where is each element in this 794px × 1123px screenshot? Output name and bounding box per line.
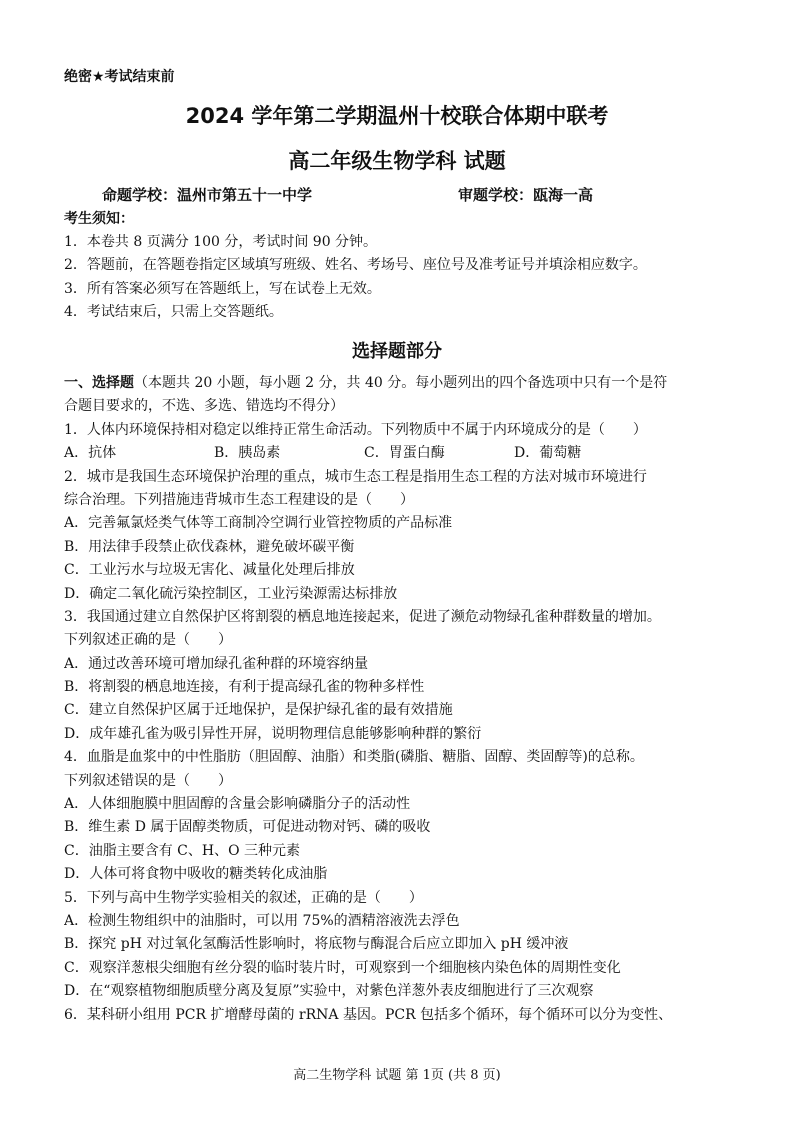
exam-subtitle: 高二年级生物学科 试题 — [288, 149, 506, 173]
option: D．葡萄糖 — [514, 445, 582, 462]
question-4-stem-cont: 下列叙述错误的是（ ） — [64, 772, 232, 789]
question-2-stem: 2．城市是我国生态环境保护治理的重点，城市生态工程是指用生态工程的方法对城市环境进行 — [64, 468, 647, 485]
option: C．建立自然保护区属于迁地保护，是保护绿孔雀的最有效措施 — [64, 702, 453, 719]
option: C．油脂主要含有 C、H、O 三种元素 — [64, 842, 301, 859]
notice-heading: 考生须知： — [64, 211, 134, 227]
question-list — [64, 372, 744, 1027]
part-label: 一、选择题 — [64, 375, 134, 391]
question-2-stem-cont: 综合治理。下列措施违背城市生态工程建设的是（ ） — [64, 491, 414, 508]
option: D．确定二氧化硫污染控制区，工业污染源需达标排放 — [64, 585, 398, 602]
option: D．成年雄孔雀为吸引异性开屏，说明物理信息能够影响种群的繁衍 — [64, 725, 482, 742]
reviewer-school: 审题学校：瓯海一高 — [458, 186, 594, 204]
question-3-stem: 3．我国通过建立自然保护区将割裂的栖息地连接起来，促进了濒危动物绿孔雀种群数量的增加。 — [64, 608, 661, 625]
notice-item: 2．答题前，在答题卷指定区域填写班级、姓名、考场号、座位号及准考证号并填涂相应数字。 — [64, 257, 647, 274]
option: B．将割裂的栖息地连接，有利于提高绿孔雀的物种多样性 — [64, 679, 425, 696]
option: C．胃蛋白酶 — [364, 445, 445, 462]
option: A．完善氟氯烃类气体等工商制冷空调行业管控物质的产品标准 — [64, 515, 453, 532]
option: D．在“观察植物细胞质壁分离及复原”实验中，对紫色洋葱外表皮细胞进行了三次观察 — [64, 983, 594, 1000]
page-footer: 高二生物学科 试题 第 1页 (共 8 页) — [293, 1068, 501, 1083]
option: A．人体细胞膜中胆固醇的含量会影响磷脂分子的活动性 — [64, 796, 411, 813]
setter-school: 命题学校：温州市第五十一中学 — [102, 186, 313, 204]
option: B．探究 pH 对过氧化氢酶活性影响时，将底物与酶混合后应立即加入 pH 缓冲液 — [64, 936, 569, 953]
option: B．维生素 D 属于固醇类物质，可促进动物对钙、磷的吸收 — [64, 819, 431, 836]
question-4-stem: 4．血脂是血浆中的中性脂肪（胆固醇、油脂）和类脂(磷脂、糖脂、固醇、类固醇等)的总称。 — [64, 749, 644, 766]
option: D．人体可将食物中吸收的糖类转化成油脂 — [64, 866, 328, 883]
question-1-options — [64, 442, 744, 465]
part-instructions — [64, 372, 744, 395]
question-3-stem-cont: 下列叙述正确的是（ ） — [64, 632, 232, 649]
notice-item: 3．所有答案必须写在答题纸上，写在试卷上无效。 — [64, 280, 381, 297]
option: A．抗体 — [64, 445, 117, 462]
option: A．通过改善环境可增加绿孔雀种群的环境容纳量 — [64, 655, 369, 672]
notice-item: 1．本卷共 8 页满分 100 分，考试时间 90 分钟。 — [64, 234, 378, 250]
option: B．用法律手段禁止砍伐森林，避免破坏碳平衡 — [64, 538, 355, 555]
question-1-stem: 1．人体内环境保持相对稳定以维持正常生命活动。下列物质中不属于内环境成分的是（ ） — [64, 421, 647, 438]
notice-list — [64, 231, 744, 325]
option: C．观察洋葱根尖细胞有丝分裂的临时装片时，可观察到一个细胞核内染色体的周期性变化 — [64, 959, 621, 976]
option: B．胰岛素 — [214, 445, 281, 462]
exam-title: 2024 学年第二学期温州十校联合体期中联考 — [185, 104, 609, 128]
option: A．检测生物组织中的油脂时，可以用 75%的酒精溶液洗去浮色 — [64, 912, 460, 929]
section-title: 选择题部分 — [352, 341, 442, 362]
question-5-stem: 5．下列与高中生物学实验相关的叙述，正确的是（ ） — [64, 889, 423, 906]
option: C．工业污水与垃圾无害化、减量化处理后排放 — [64, 562, 355, 579]
part-desc-cont: 合题目要求的，不选、多选、错选均不得分） — [64, 398, 344, 415]
part-desc: （本题共 20 小题，每小题 2 分，共 40 分。每小题列出的四个备选项中只有一个是符 — [134, 375, 668, 391]
notice-item: 4．考试结束后，只需上交答题纸。 — [64, 304, 283, 321]
confidential-mark: 绝密★考试结束前 — [64, 69, 175, 85]
question-6-stem: 6．某科研小组用 PCR 扩增酵母菌的 rRNA 基因。PCR 包括多个循环，每个循环可以分为变性、 — [64, 1006, 673, 1023]
